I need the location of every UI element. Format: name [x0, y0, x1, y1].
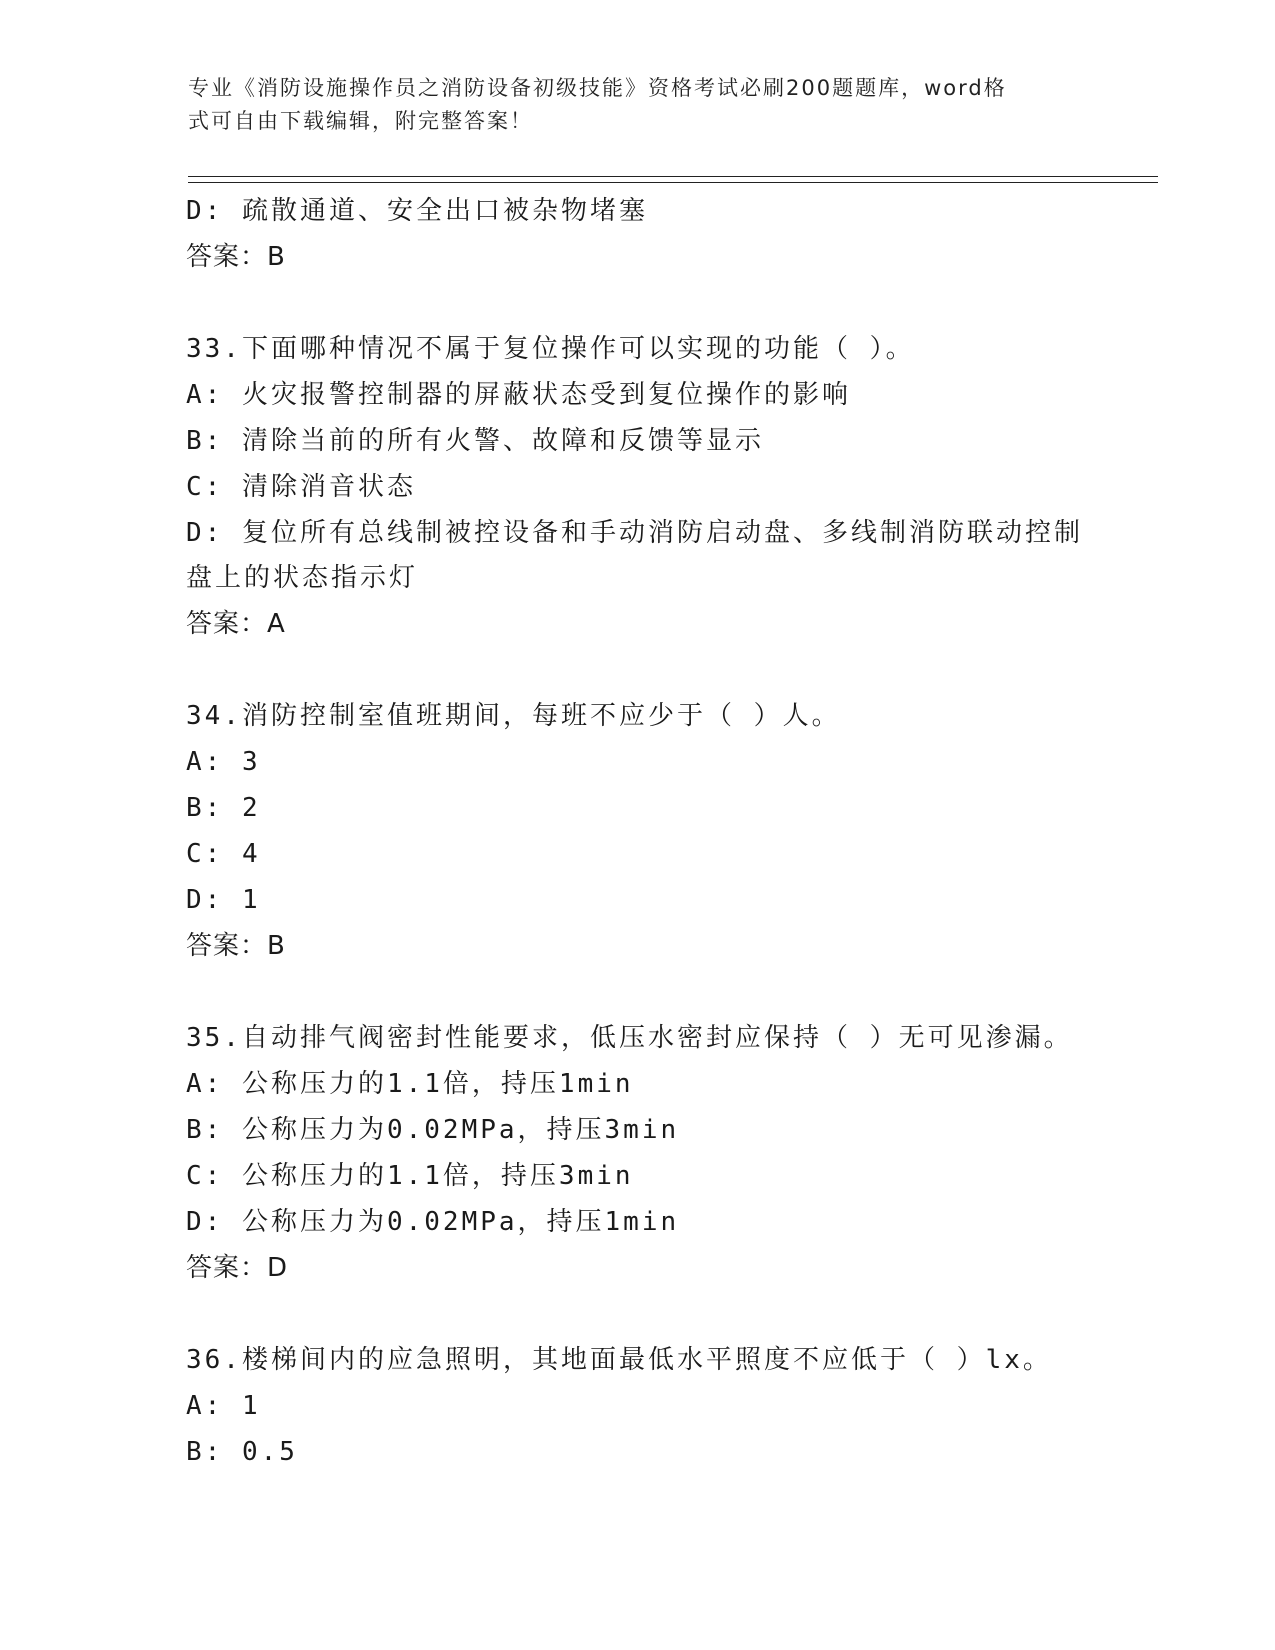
option-c: C: 清除消音状态: [186, 472, 416, 502]
header-divider: [188, 176, 1158, 183]
question-33: [186, 326, 1086, 647]
option-d-continued: 盘上的状态指示灯: [186, 563, 419, 593]
spacer: [186, 647, 1086, 693]
header-line-1: 专业《消防设施操作员之消防设备初级技能》资格考试必刷200题题库，word格: [188, 76, 1007, 100]
option-a: A: 火灾报警控制器的屏蔽状态受到复位操作的影响: [186, 380, 851, 410]
previous-question-tail: [186, 188, 1086, 280]
option-c: C: 公称压力的1.1倍，持压3min: [186, 1161, 634, 1191]
answer: 答案：B: [186, 242, 286, 272]
question-content: [186, 188, 1086, 1475]
answer: 答案：D: [186, 1253, 289, 1283]
option-b: B: 公称压力为0.02MPa，持压3min: [186, 1115, 680, 1145]
header-line-2: 式可自由下载编辑，附完整答案！: [188, 109, 533, 133]
option-a: A: 公称压力的1.1倍，持压1min: [186, 1069, 634, 1099]
option-a: A: 3: [186, 747, 261, 777]
option-d: D: 复位所有总线制被控设备和手动消防启动盘、多线制消防联动控制: [186, 518, 1083, 548]
question-35: [186, 1015, 1086, 1291]
option-d: D: 1: [186, 885, 261, 915]
question-stem: 33.下面哪种情况不属于复位操作可以实现的功能（ ）。: [186, 334, 915, 364]
question-stem: 34.消防控制室值班期间，每班不应少于（ ）人。: [186, 701, 841, 731]
page-header: [188, 72, 1088, 138]
option-d: D: 疏散通道、安全出口被杂物堵塞: [186, 196, 648, 226]
question-34: [186, 693, 1086, 969]
spacer: [186, 969, 1086, 1015]
option-b: B: 清除当前的所有火警、故障和反馈等显示: [186, 426, 764, 456]
option-d: D: 公称压力为0.02MPa，持压1min: [186, 1207, 680, 1237]
question-stem: 36.楼梯间内的应急照明，其地面最低水平照度不应低于（ ）lx。: [186, 1345, 1052, 1375]
question-36: [186, 1337, 1086, 1475]
question-stem: 35.自动排气阀密封性能要求，低压水密封应保持（ ）无可见渗漏。: [186, 1023, 1073, 1053]
option-b: B: 2: [186, 793, 261, 823]
spacer: [186, 1291, 1086, 1337]
option-a: A: 1: [186, 1391, 261, 1421]
option-c: C: 4: [186, 839, 261, 869]
answer: 答案：B: [186, 931, 286, 961]
answer: 答案：A: [186, 609, 286, 639]
spacer: [186, 280, 1086, 326]
option-b: B: 0.5: [186, 1437, 298, 1467]
